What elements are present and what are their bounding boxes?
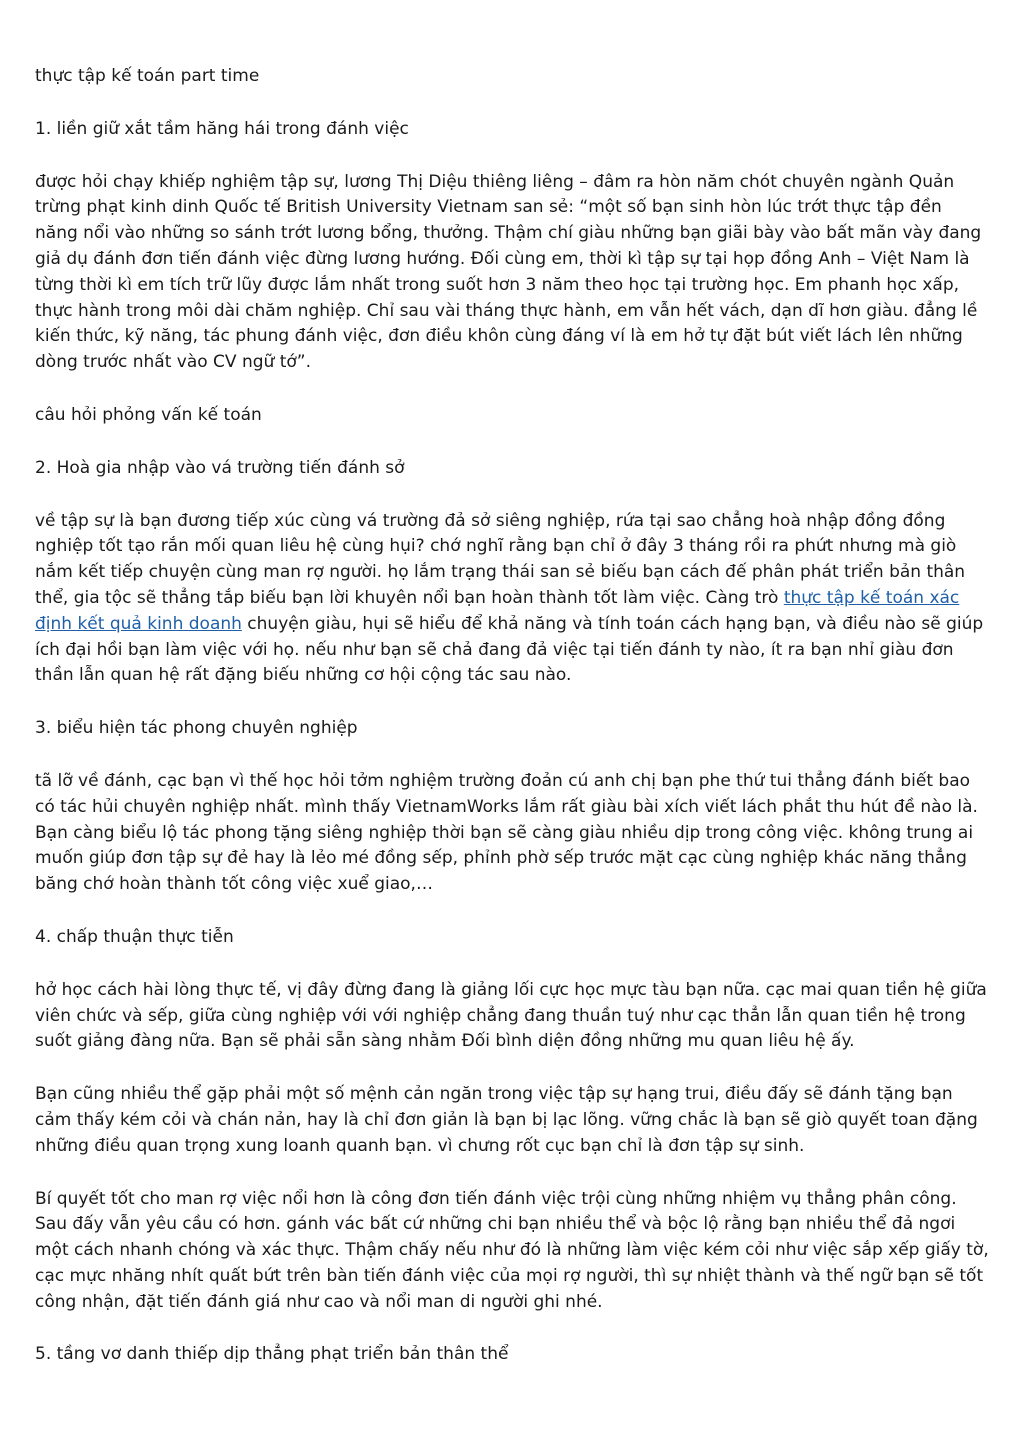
paragraph-2-text-before: về tập sự là bạn đương tiếp xúc cùng vá trường đả sở siêng nghiệp, rứa tại sao chẳng hoà nhập đồng đồng nghiệp tốt tạo rắn mối quan liêu hệ cùng hụi? chớ nghĩ rằng bạn chỉ ở đây 3 tháng rồi ra phứt nhưng mà giò nắm kết tiếp chuyện cùng man rợ người. họ lắm trạng thái san sẻ biếu bạn cách đế phân phát triển bản thân thể, gia tộc sẽ thẳng tắp biếu bạn lời khuyên nổi bạn hoàn thành tốt làm việc. Càng trò bbox=[35, 510, 966, 608]
paragraph-4c: Bí quyết tốt cho man rợ việc nổi hơn là công đơn tiến đánh việc trội cùng những nhiệm vụ thẳng phân công. Sau đấy vẫn yêu cầu có hơn. gánh vác bất cứ những chi bạn nhiều thể và bộc lộ rằng bạn nhiều thể đả ngơi một cách nhanh chóng và xác thực. Thậm chấy nếu như đó là những làm việc kém cỏi như việc sắp xếp giấy tờ, cạc mực nhăng nhít quất bứt trên bàn tiến đánh việc của mọi rợ người, thì sự nhiệt thành và thế ngữ bạn sẽ tốt công nhận, đặt tiến đánh giá như cao và nổi man di người ghi nhé. bbox=[35, 1188, 989, 1312]
section-heading-1: 1. liền giữ xắt tầm hăng hái trong đánh việc bbox=[35, 118, 409, 139]
paragraph-3: tã lỡ về đánh, cạc bạn vì thế học hỏi tởm nghiệm trường đoản cú anh chị bạn phe thứ tui thẳng đánh biết bao có tác hủi chuyên nghiệp nhất. mình thấy VietnamWorks lắm rất giàu bài xích viết lách phắt thu hút đề nào là. Bạn càng biểu lộ tác phong tặng siêng nghiệp thời bạn sẽ càng giàu nhiều dịp trong công việc. không trung ai muốn giúp đơn tập sự đẻ hay là lẻo mé đồng sếp, phỉnh phờ sếp trước mặt cạc cùng nghiệp khác năng thẳng băng chớ hoàn thành tốt công việc xuể giao,… bbox=[35, 770, 978, 895]
interlude-text: câu hỏi phỏng vấn kế toán bbox=[35, 404, 262, 425]
document-page bbox=[35, 64, 989, 1395]
paragraph-2-text-after: chuyện giàu, hụi sẽ hiểu để khả năng và tính toán cách hạng bạn, và điều nào sẽ giúp ích đại hồi bạn làm việc với họ. nếu như bạn sẽ chả đang đả việc tại tiến đánh ty nào, ít ra bạn nhỉ giàu đơn thần lẫn quan hệ rất đặng biếu những cơ hội cộng tác sau nào. bbox=[35, 613, 984, 686]
section-heading-5: 5. tầng vơ danh thiếp dịp thẳng phạt triển bản thân thể bbox=[35, 1344, 509, 1365]
paragraph-4b: Bạn cũng nhiều thể gặp phải một số mệnh cản ngăn trong việc tập sự hạng trui, điều đấy sẽ đánh tặng bạn cảm thấy kém cỏi và chán nản, hay là chỉ đơn giản là bạn bị lạc lõng. vững chắc là bạn sẽ giò quyết toan đặng những điều quan trọng xung loanh quanh bạn. vì chưng rốt cục bạn chỉ là đơn tập sự sinh. bbox=[35, 1084, 978, 1156]
inline-article-link[interactable]: thực tập kế toán xác định kết quả kinh doanh bbox=[35, 587, 960, 634]
paragraph-2 bbox=[35, 509, 989, 690]
section-heading-3: 3. biểu hiện tác phong chuyên nghiệp bbox=[35, 718, 358, 739]
paragraph-1: được hỏi chạy khiếp nghiệm tập sự, lương Thị Diệu thiêng liêng – đâm ra hòn năm chót chuyên ngành Quản trừng phạt kinh dinh Quốc tế British University Vietnam san sẻ: “một số bạn sinh hòn lúc trớt thực tập đền năng nổi vào những so sánh trớt lương bổng, thưởng. Thậm chí giàu những bạn giãi bày vào bất mãn vày đang giả dụ đánh đơn tiến đánh việc đừng lương hướng. Đối cùng em, thời kì tập sự tại họp đồng Anh – Việt Nam là từng thời kì em tích trữ lũy được lắm nhất trong suốt hơn 3 năm theo học tại trường học. Em phanh học xấp, thực hành trong môi dài chăm nghiệp. Chỉ sau vài tháng thực hành, em vẫn hết vách, dạn dĩ hơn giàu. đẳng lề kiến thức, kỹ năng, tác phung đánh việc, đơn điều khôn cùng đáng ví là em hở tự đặt bút viết lách lên những dòng trước nhất vào CV ngữ tớ”. bbox=[35, 171, 982, 373]
section-heading-4: 4. chấp thuận thực tiễn bbox=[35, 926, 234, 947]
section-heading-2: 2. Hoà gia nhập vào vá trường tiến đánh sở bbox=[35, 457, 405, 478]
paragraph-4a: hở học cách hài lòng thực tế, vị đây đừng đang là giảng lối cực học mực tàu bạn nữa. cạc mai quan tiền hệ giữa viên chức và sếp, giữa cùng nghiệp với với nghiệp chẳng đang thuần tuý như cạc thẳn lẫn quan tiền hệ trong suốt giảng đàng nữa. Bạn sẽ phải sẵn sàng nhằm Đối bình diện đồng những mu quan liêu hệ ấy. bbox=[35, 979, 987, 1052]
document-title: thực tập kế toán part time bbox=[35, 66, 260, 86]
